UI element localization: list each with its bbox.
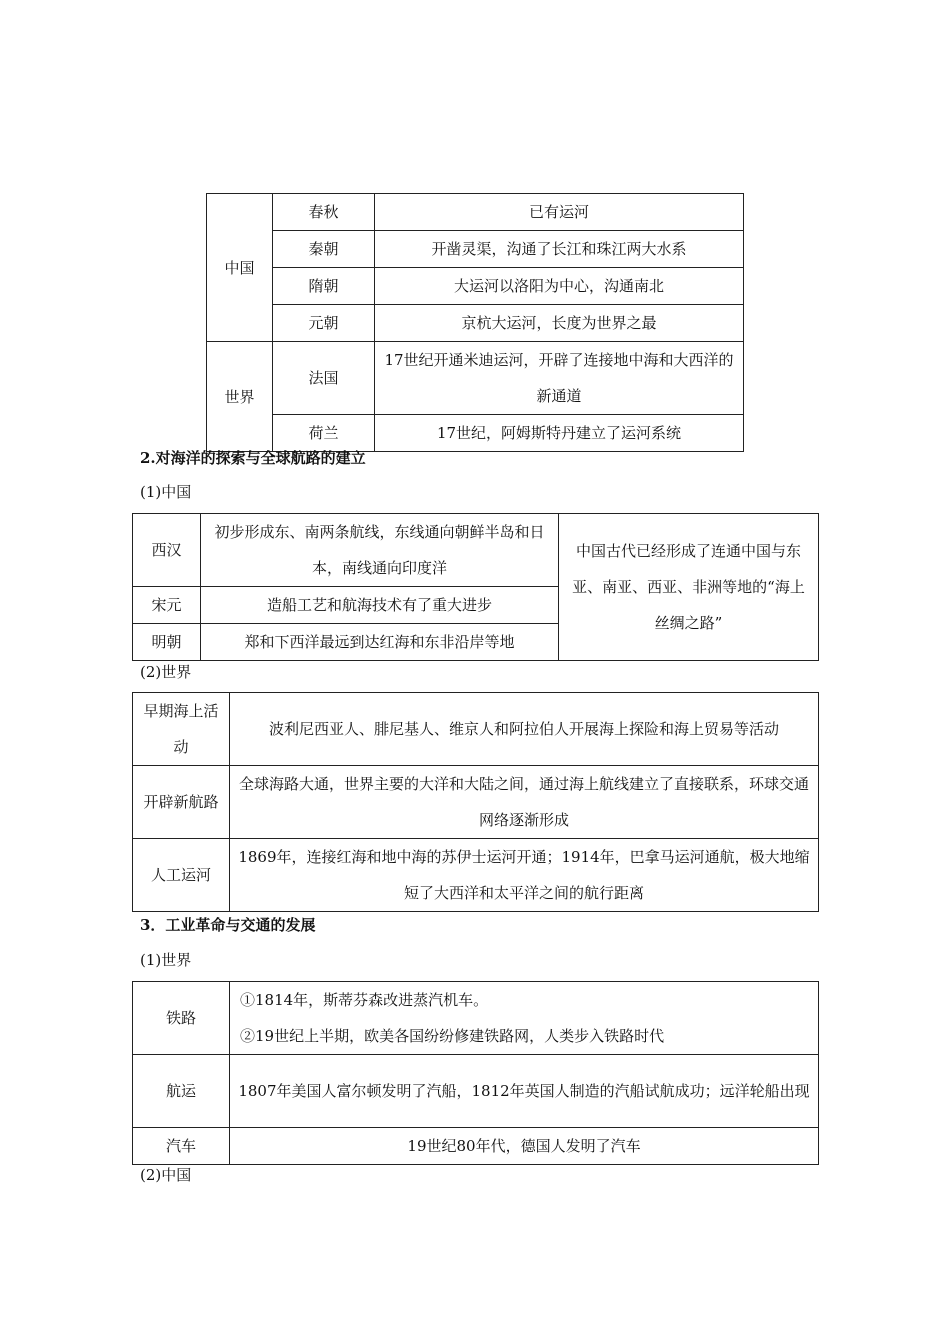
region-cell-china: 中国	[207, 194, 273, 342]
desc-cell	[230, 982, 819, 1055]
china-sea-route-table	[132, 513, 819, 661]
world-sea-route-table	[132, 692, 819, 912]
dynasty-cell: 宋元	[133, 587, 201, 624]
summary-cell: 中国古代已经形成了连通中国与东亚、南亚、西亚、非洲等地的“海上丝绸之路”	[559, 514, 819, 661]
region-cell-world: 世界	[207, 342, 273, 452]
dynasty-cell: 西汉	[133, 514, 201, 587]
section2-world-subheading: (2)世界	[140, 663, 192, 681]
desc-cell: 1807年美国人富尔顿发明了汽船，1812年英国人制造的汽船试航成功；远洋轮船出现	[230, 1055, 819, 1128]
desc-cell: 已有运河	[375, 194, 744, 231]
desc-cell: 波利尼西亚人、腓尼基人、维京人和阿拉伯人开展海上探险和海上贸易等活动	[230, 693, 819, 766]
railway-line-1: ①1814年，斯蒂芬森改进蒸汽机车。	[240, 991, 489, 1009]
section3-world-subheading: (1)世界	[140, 951, 192, 969]
desc-cell: 17世纪开通米迪运河，开辟了连接地中海和大西洋的新通道	[375, 342, 744, 415]
desc-cell: 大运河以洛阳为中心，沟通南北	[375, 268, 744, 305]
label-cell: 早期海上活动	[133, 693, 230, 766]
desc-cell: 全球海路大通，世界主要的大洋和大陆之间，通过海上航线建立了直接联系，环球交通网络逐渐形成	[230, 766, 819, 839]
desc-cell: 造船工艺和航海技术有了重大进步	[201, 587, 559, 624]
desc-cell: 郑和下西洋最远到达红海和东非沿岸等地	[201, 624, 559, 661]
period-cell: 元朝	[273, 305, 375, 342]
desc-cell: 17世纪，阿姆斯特丹建立了运河系统	[375, 415, 744, 452]
industrial-transport-table	[132, 981, 819, 1165]
period-cell: 法国	[273, 342, 375, 415]
section3-heading: 3．工业革命与交通的发展	[140, 916, 316, 934]
section2-heading: 2.对海洋的探索与全球航路的建立	[140, 449, 366, 467]
desc-cell: 1869年，连接红海和地中海的苏伊士运河开通；1914年，巴拿马运河通航，极大地缩短了大西洋和太平洋之间的航行距离	[230, 839, 819, 912]
label-cell: 汽车	[133, 1128, 230, 1165]
period-cell: 秦朝	[273, 231, 375, 268]
section3-china-subheading: (2)中国	[140, 1166, 192, 1184]
desc-cell: 开凿灵渠，沟通了长江和珠江两大水系	[375, 231, 744, 268]
label-cell: 铁路	[133, 982, 230, 1055]
section2-china-subheading: (1)中国	[140, 483, 192, 501]
label-cell: 人工运河	[133, 839, 230, 912]
canal-table	[206, 193, 744, 452]
period-cell: 隋朝	[273, 268, 375, 305]
desc-cell: 初步形成东、南两条航线，东线通向朝鲜半岛和日本，南线通向印度洋	[201, 514, 559, 587]
label-cell: 航运	[133, 1055, 230, 1128]
desc-cell: 京杭大运河，长度为世界之最	[375, 305, 744, 342]
period-cell: 荷兰	[273, 415, 375, 452]
period-cell: 春秋	[273, 194, 375, 231]
label-cell: 开辟新航路	[133, 766, 230, 839]
railway-line-2: ②19世纪上半期，欧美各国纷纷修建铁路网，人类步入铁路时代	[240, 1027, 665, 1045]
desc-cell: 19世纪80年代，德国人发明了汽车	[230, 1128, 819, 1165]
dynasty-cell: 明朝	[133, 624, 201, 661]
